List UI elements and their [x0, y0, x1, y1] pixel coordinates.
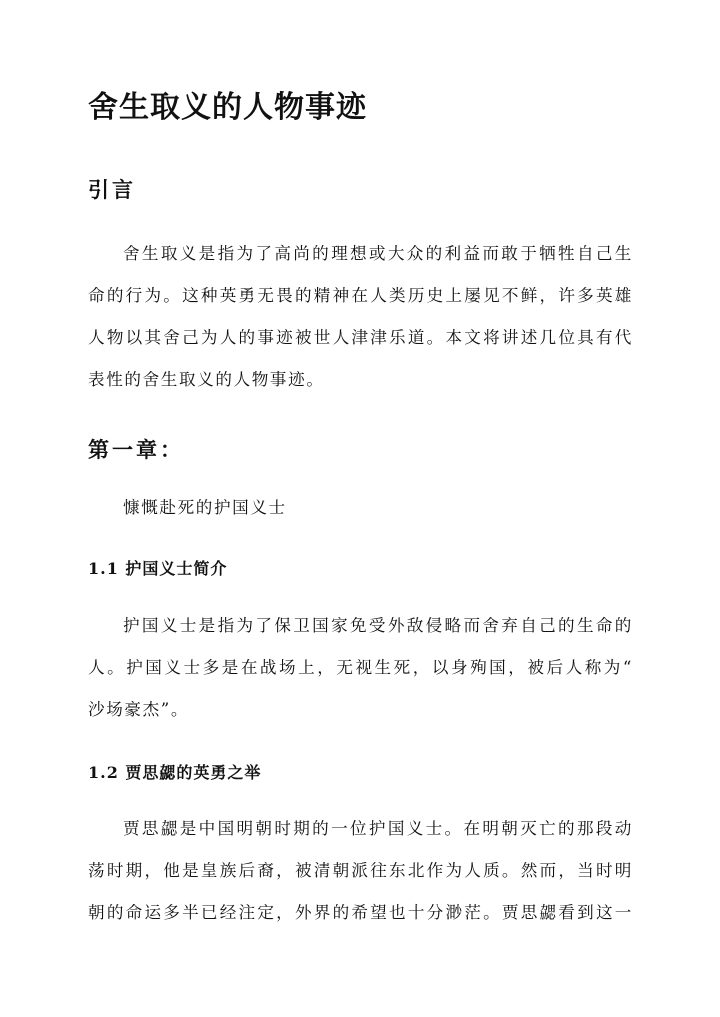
paragraph-line: 舍生取义是指为了高尚的理想或大众的利益而敢于牺牲自己生 — [123, 244, 633, 263]
paragraph-line: 荡时期，他是皇族后裔，被清朝派往东北作为人质。然而，当时明 — [88, 861, 633, 880]
paragraph-line: 朝的命运多半已经注定，外界的希望也十分渺茫。贾思勰看到这一 — [88, 903, 633, 922]
paragraph-line: 表性的舍生取义的人物事迹。 — [88, 370, 325, 389]
section-heading-1-1: 1.1 护国义士简介 — [88, 559, 228, 578]
paragraph-line: 命的行为。这种英勇无畏的精神在人类历史上屡见不鲜，许多英雄 — [88, 286, 633, 305]
section-heading-1-2: 1.2 贾思勰的英勇之举 — [88, 763, 262, 782]
section-1-1-paragraph — [88, 605, 633, 731]
paragraph-line: 贾思勰是中国明朝时期的一位护国义士。在明朝灭亡的那段动 — [123, 819, 633, 838]
chapter-subtitle-paragraph — [88, 487, 633, 529]
intro-paragraph — [88, 233, 633, 401]
intro-heading: 引言 — [88, 177, 136, 202]
section-1-2-paragraph — [88, 808, 633, 934]
paragraph-line: 人。护国义士多是在战场上，无视生死，以身殉国，被后人称为“ — [88, 658, 633, 677]
paragraph-line: 护国义士是指为了保卫国家免受外敌侵略而舍弃自己的生命的 — [123, 616, 633, 635]
paragraph-line: 沙场豪杰”。 — [88, 700, 190, 719]
paragraph-line: 人物以其舍己为人的事迹被世人津津乐道。本文将讲述几位具有代 — [88, 328, 633, 347]
chapter-subtitle: 慷慨赴死的护国义士 — [123, 498, 287, 517]
chapter-heading: 第一章： — [88, 437, 184, 462]
document-title: 舍生取义的人物事迹 — [88, 90, 367, 125]
